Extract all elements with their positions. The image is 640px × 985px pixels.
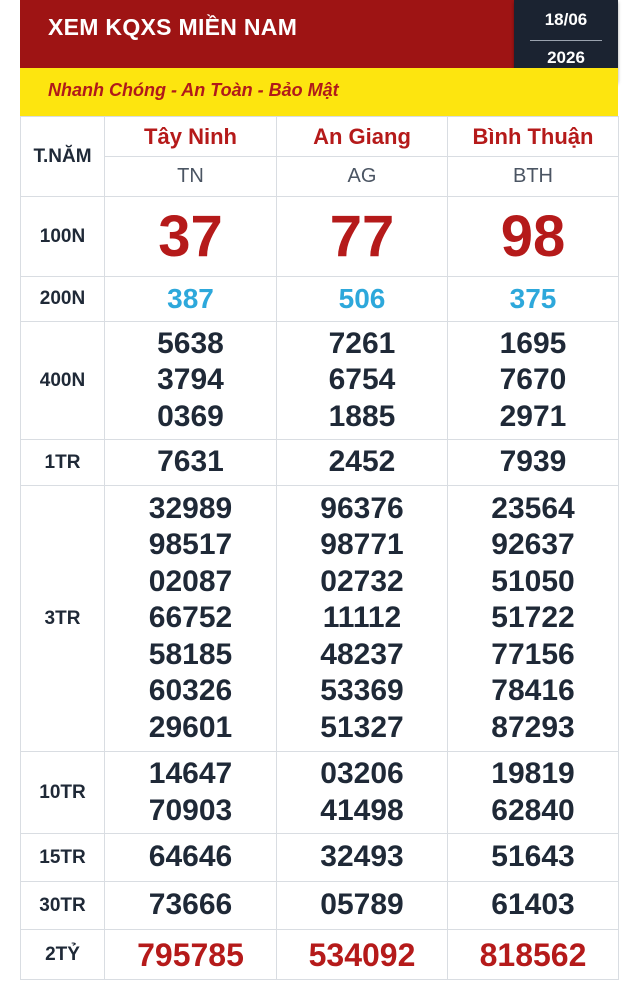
province-code: BTH [448,157,619,197]
prize-number: 51643 [491,840,575,874]
prize-number: 7261 [328,326,396,360]
jackpot-number: 534092 [308,936,416,973]
prize-number: 66752 [148,601,233,635]
prize-number: 53369 [320,674,404,708]
province-code-row [21,157,619,197]
page-title: XEM KQXS MIỀN NAM [48,14,298,40]
prize-number: 51722 [491,601,575,635]
prize-number: 1695 [499,326,567,360]
prize-number: 51050 [491,564,575,598]
prize-row-400n [21,322,619,440]
prize-row-2ty [21,930,619,980]
prize-number: 98517 [148,528,233,562]
slogan-text: Nhanh Chóng - An Toàn - Bảo Mật [48,80,339,100]
prize-number: 70903 [148,793,233,827]
province-name[interactable]: An Giang [277,117,448,157]
prize-number: 48237 [320,637,404,671]
prize-number: 98771 [320,528,404,562]
prize-number: 23564 [491,491,575,525]
prize-number: 64646 [148,840,233,874]
prize-number: 375 [509,283,557,314]
prize-row-100n [21,197,619,277]
date-day: 18/06 [544,10,588,29]
prize-number: 11112 [322,601,402,635]
date-year: 2026 [547,48,585,67]
prize-number: 2971 [499,399,567,433]
prize-number: 02087 [148,564,233,598]
prize-number: 02732 [320,564,404,598]
prize-number: 6754 [328,363,396,397]
prize-number: 2452 [328,445,396,479]
prize-label: 3TR [21,486,105,752]
prize-label: 10TR [21,752,105,834]
prize-number: 61403 [491,888,575,922]
prize-number: 98 [500,203,566,269]
header-banner [20,0,618,68]
prize-number: 03206 [320,757,404,790]
prize-number: 19819 [491,757,575,790]
slogan-bar [20,68,618,116]
jackpot-number: 818562 [479,936,587,973]
prize-number: 92637 [491,528,575,562]
prize-number: 7631 [157,445,224,479]
prize-number: 0369 [157,399,224,433]
prize-number: 506 [338,283,386,314]
province-code: AG [277,157,448,197]
prize-number: 73666 [148,888,233,922]
prize-number: 62840 [491,793,575,827]
prize-number: 387 [167,283,214,314]
prize-number: 41498 [320,793,404,827]
prize-label: 1TR [21,440,105,486]
prize-number: 14647 [148,757,233,790]
prize-row-3tr [21,486,619,752]
prize-row-15tr [21,834,619,882]
date-divider [530,40,602,41]
prize-row-30tr [21,882,619,930]
prize-number: 32989 [148,491,233,525]
prize-label: 30TR [21,882,105,930]
prize-label: 200N [21,277,105,322]
prize-row-200n [21,277,619,322]
province-name[interactable]: Tây Ninh [105,117,277,157]
prize-number: 58185 [148,637,233,671]
prize-number: 29601 [148,710,233,744]
province-name-row [21,117,619,157]
prize-number: 96376 [320,491,404,525]
prize-number: 32493 [320,840,404,874]
prize-number: 60326 [148,674,233,708]
prize-number: 7670 [499,363,567,397]
province-name[interactable]: Bình Thuận [448,117,619,157]
prize-number: 3794 [157,363,224,397]
province-code: TN [105,157,277,197]
results-table [20,116,619,980]
prize-number: 77 [329,203,395,269]
prize-label: 2TỶ [21,930,105,980]
prize-number: 77156 [491,637,575,671]
prize-number: 7939 [499,445,567,479]
day-label: T.NĂM [21,117,105,197]
prize-number: 78416 [491,674,575,708]
jackpot-number: 795785 [137,936,244,973]
prize-number: 37 [158,203,223,269]
prize-number: 87293 [491,710,575,744]
prize-number: 1885 [328,399,396,433]
prize-number: 05789 [320,888,404,922]
prize-row-10tr [21,752,619,834]
prize-label: 100N [21,197,105,277]
prize-number: 5638 [157,326,224,360]
prize-label: 15TR [21,834,105,882]
prize-number: 51327 [320,710,404,744]
prize-label: 400N [21,322,105,440]
prize-row-1tr [21,440,619,486]
